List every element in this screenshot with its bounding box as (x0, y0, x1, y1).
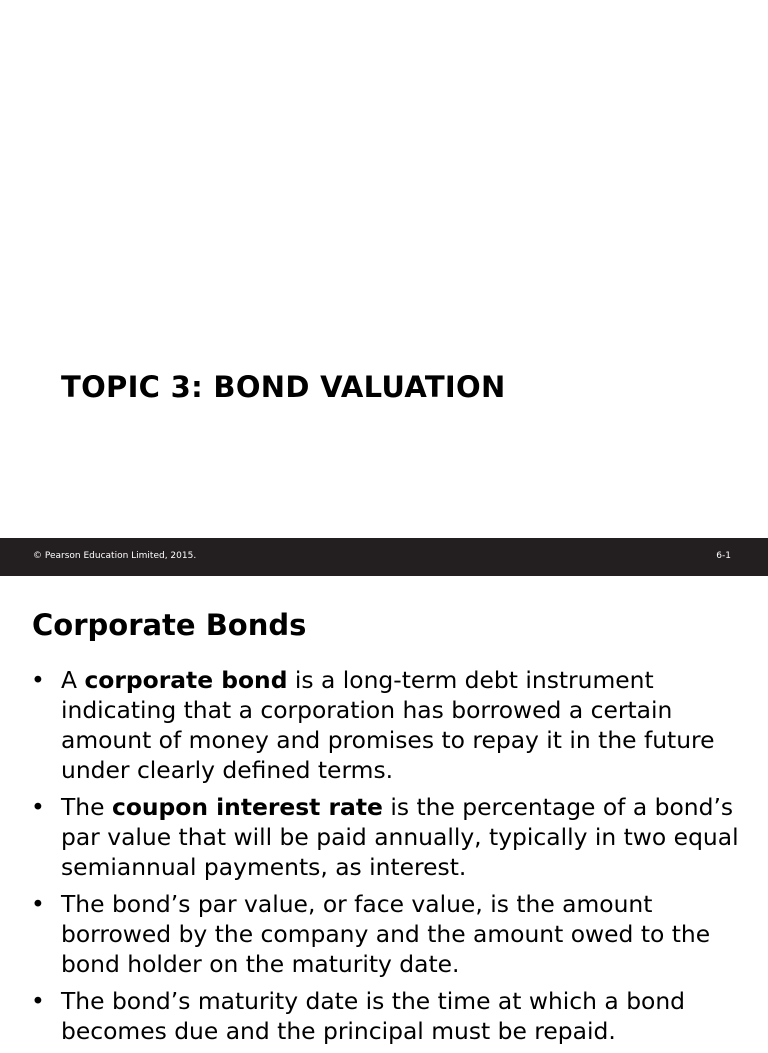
bullet-item (0, 986, 768, 1046)
bullet-term: corporate bond (84, 666, 288, 694)
bullet-text: The bond’s maturity date is the time at which a bond becomes due and the principal must be repaid. (61, 987, 686, 1045)
bullet-item (0, 792, 768, 882)
bullet-text: is the percentage of a bond’s par value that will be paid annually, typically in two equal semiannual payments, as interest. (61, 793, 739, 881)
content-slide (0, 576, 768, 1045)
bullet-term: coupon interest rate (111, 793, 383, 821)
content-slide-title: Corporate Bonds (32, 608, 307, 642)
bullet-marker: • (31, 793, 45, 821)
page-number: 6-1 (716, 551, 731, 561)
bullet-item (0, 889, 768, 979)
slide-title: TOPIC 3: BOND VALUATION (61, 370, 506, 404)
bullet-text: The bond’s par value, or face value, is the amount borrowed by the company and the amount owed to the bond holder on the maturity date. (61, 890, 711, 978)
bullet-text: is a long-term debt instrument indicating that a corporation has borrowed a certain amount of money and promises to repay it in the future under clearly defined terms. (61, 666, 715, 784)
copyright-notice: © Pearson Education Limited, 2015. (33, 551, 197, 561)
bullet-text: The (61, 793, 112, 821)
bullet-marker: • (31, 890, 45, 918)
bullet-list (0, 665, 768, 1053)
bullet-marker: • (31, 987, 45, 1015)
slide-footer (0, 538, 768, 576)
bullet-item (0, 665, 768, 785)
bullet-marker: • (31, 666, 45, 694)
bullet-text: A (61, 666, 85, 694)
